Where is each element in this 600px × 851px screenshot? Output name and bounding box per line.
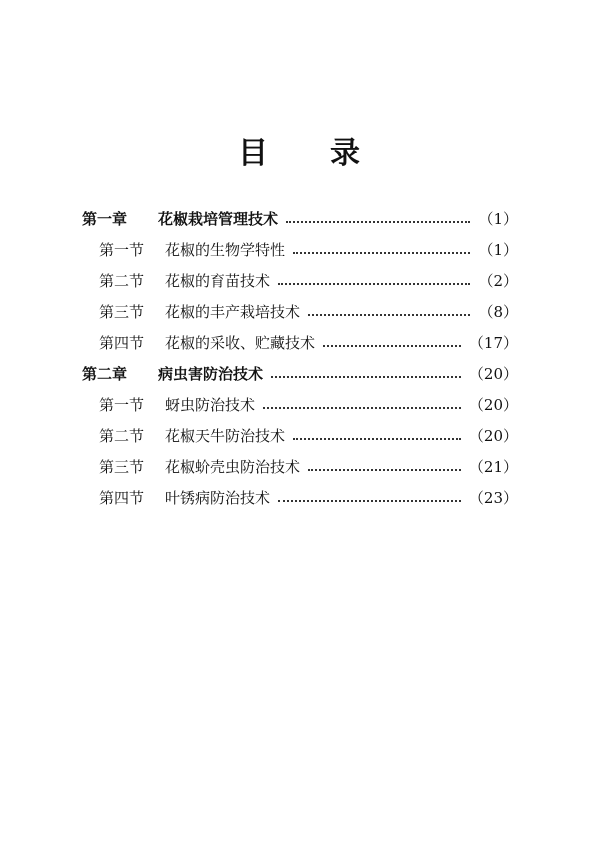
- toc-title: 病虫害防治技术: [158, 365, 264, 383]
- toc-title: 花椒蚧壳虫防治技术: [165, 458, 301, 476]
- toc-page: （1）: [478, 210, 518, 228]
- toc-leader-dots: [263, 407, 461, 409]
- title-left-char: 目: [238, 136, 270, 171]
- toc-number: 第三节: [99, 303, 145, 321]
- title-right-char: 录: [330, 136, 362, 171]
- toc-page: （17）: [468, 334, 518, 352]
- toc-title: 花椒栽培管理技术: [158, 210, 279, 228]
- toc-title: 花椒的采收、贮藏技术: [165, 334, 316, 352]
- table-of-contents: [82, 203, 518, 513]
- toc-title: 花椒天牛防治技术: [165, 427, 286, 445]
- toc-number: 第三节: [99, 458, 145, 476]
- toc-page: （2）: [478, 272, 518, 290]
- toc-section-2-3[interactable]: [82, 451, 518, 482]
- toc-section-2-4[interactable]: [82, 482, 518, 513]
- toc-title: 花椒的丰产栽培技术: [165, 303, 301, 321]
- toc-page: （20）: [468, 427, 518, 445]
- toc-leader-dots: [278, 500, 461, 502]
- toc-section-1-1[interactable]: [82, 234, 518, 265]
- toc-section-2-2[interactable]: [82, 420, 518, 451]
- toc-leader-dots: [308, 314, 470, 316]
- toc-leader-dots: [278, 283, 470, 285]
- toc-number: 第一章: [82, 210, 128, 228]
- toc-leader-dots: [293, 438, 461, 440]
- toc-title: 蚜虫防治技术: [165, 396, 256, 414]
- toc-leader-dots: [308, 469, 461, 471]
- toc-number: 第二章: [82, 365, 128, 383]
- toc-number: 第一节: [99, 241, 145, 259]
- toc-section-1-3[interactable]: [82, 296, 518, 327]
- toc-section-1-2[interactable]: [82, 265, 518, 296]
- toc-page: （8）: [478, 303, 518, 321]
- toc-section-1-4[interactable]: [82, 327, 518, 358]
- toc-leader-dots: [323, 345, 461, 347]
- toc-number: 第四节: [99, 489, 145, 507]
- toc-page: （20）: [468, 396, 518, 414]
- toc-leader-dots: [271, 376, 461, 378]
- toc-title: 花椒的生物学特性: [165, 241, 286, 259]
- toc-number: 第二节: [99, 427, 145, 445]
- toc-title: 花椒的育苗技术: [165, 272, 271, 290]
- page-title: [0, 128, 600, 172]
- toc-page: （20）: [468, 365, 518, 383]
- toc-page: （21）: [468, 458, 518, 476]
- toc-leader-dots: [293, 252, 470, 254]
- toc-leader-dots: [286, 221, 470, 223]
- toc-page: （23）: [468, 489, 518, 507]
- toc-page: （1）: [478, 241, 518, 259]
- toc-chapter-1[interactable]: [82, 203, 518, 234]
- toc-number: 第一节: [99, 396, 145, 414]
- toc-number: 第四节: [99, 334, 145, 352]
- toc-chapter-2[interactable]: [82, 358, 518, 389]
- toc-section-2-1[interactable]: [82, 389, 518, 420]
- toc-number: 第二节: [99, 272, 145, 290]
- toc-title: 叶锈病防治技术: [165, 489, 271, 507]
